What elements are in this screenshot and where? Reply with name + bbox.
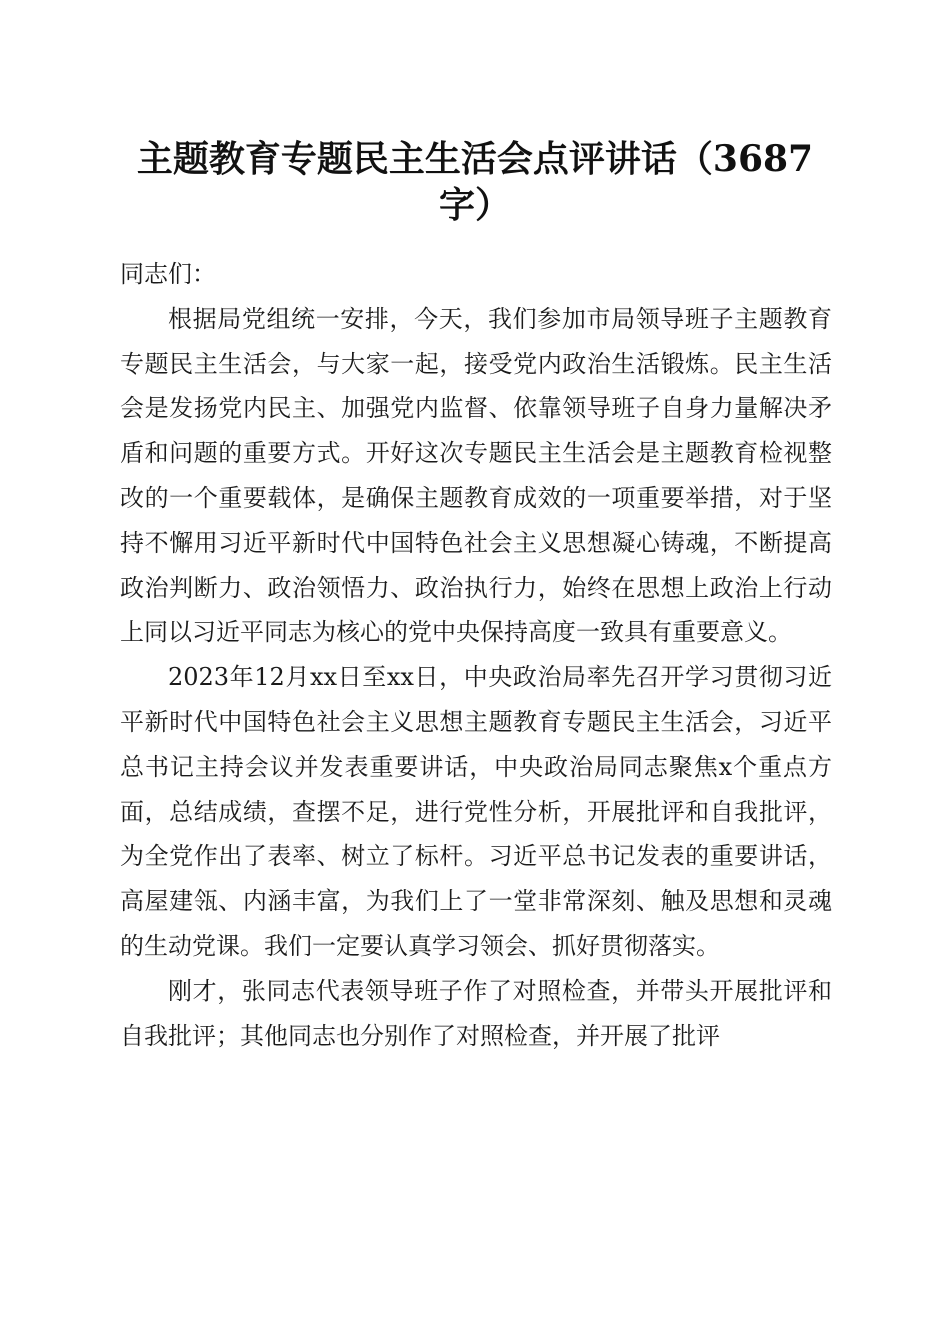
salutation: 同志们： (120, 260, 216, 288)
paragraph-3: 刚才，张同志代表领导班子作了对照检查，并带头开展批评和自我批评；其他同志也分别作了对照检查，并开展了批评 (120, 976, 832, 1050)
document-title: 主题教育专题民主生活会点评讲话（3687字） (136, 138, 814, 226)
document-body (120, 252, 832, 1058)
paragraph-2: 2023年12月xx日至xx日，中央政治局率先召开学习贯彻习近平新时代中国特色社会主义思想主题教育专题民主生活会，习近平总书记主持会议并发表重要讲话，中央政治局同志聚焦x个重点方面，总结成绩，查摆不足，进行党性分析，开展批评和自我批评，为全党作出了表率、树立了标杆。习近平总书记发表的重要讲话，高屋建瓴、内涵丰富，为我们上了一堂非常深刻、触及思想和灵魂的生动党课。我们一定要认真学习领会、抓好贯彻落实。 (120, 663, 832, 960)
paragraph-1: 根据局党组统一安排，今天，我们参加市局领导班子主题教育专题民主生活会，与大家一起，接受党内政治生活锻炼。民主生活会是发扬党内民主、加强党内监督、依靠领导班子自身力量解决矛盾和问题的重要方式。开好这次专题民主生活会是主题教育检视整改的一个重要载体，是确保主题教育成效的一项重要举措，对于坚持不懈用习近平新时代中国特色社会主义思想凝心铸魂，不断提高政治判断力、政治领悟力、政治执行力，始终在思想上政治上行动上同以习近平同志为核心的党中央保持高度一致具有重要意义。 (120, 304, 832, 647)
